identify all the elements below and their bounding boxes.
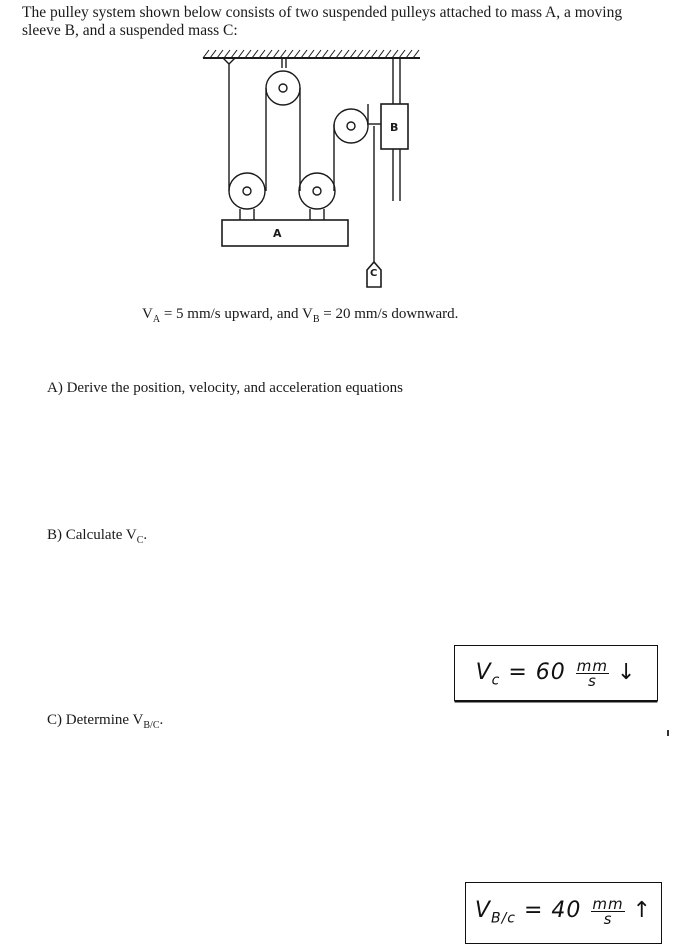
question-b-suffix: . — [143, 527, 148, 543]
answer-b-value: = 60 — [508, 660, 566, 685]
question-c-prefix: C) Determine V — [47, 712, 144, 728]
answer-c-box — [465, 882, 662, 944]
answer-b-box — [454, 645, 658, 701]
question-b — [47, 527, 147, 546]
label-c: C — [370, 268, 378, 279]
question-c-subscript: B/C — [143, 720, 160, 731]
down-arrow-icon: ↓ — [616, 660, 637, 685]
answer-c-symbol: V — [474, 898, 491, 923]
answer-c-value: = 40 — [524, 898, 582, 923]
pulley-top — [266, 71, 300, 105]
vb-subscript: B — [312, 314, 320, 325]
answer-b-symbol: V — [475, 660, 492, 685]
answer-c-units-den: s — [603, 909, 613, 928]
answer-c-subscript: B/c — [490, 910, 516, 927]
question-b-subscript: C — [136, 535, 144, 546]
up-arrow-icon: ↑ — [632, 898, 653, 923]
label-a: A — [273, 227, 282, 240]
ceiling-hatch — [203, 50, 419, 58]
pulley-left-lower — [229, 173, 265, 209]
va-text: = 5 mm/s upward, and — [160, 306, 302, 322]
label-b: B — [390, 121, 399, 134]
va-subscript: A — [152, 314, 161, 325]
answer-c-units-num: mm — [592, 894, 624, 913]
vb-symbol: V — [302, 306, 313, 322]
pulley-mid-lower — [299, 173, 335, 209]
pulley-diagram — [195, 46, 435, 291]
given-velocities — [142, 306, 458, 325]
answer-b-units-den: s — [587, 671, 597, 690]
mass-a-block — [222, 220, 348, 246]
answer-b-units-num: mm — [576, 656, 608, 675]
pulley-right — [334, 109, 368, 143]
va-symbol: V — [142, 306, 153, 322]
answer-c-units — [591, 894, 624, 928]
answer-b-subscript: c — [491, 672, 501, 689]
ropes — [229, 64, 374, 262]
problem-intro: The pulley system shown below consists of two suspended pulleys attached to mass A, a moving sleeve B, and a suspended mass C: — [22, 4, 623, 39]
vb-text: = 20 mm/s downward. — [319, 306, 459, 322]
question-b-prefix: B) Calculate V — [47, 527, 137, 543]
question-a: A) Derive the position, velocity, and acceleration equations — [47, 380, 403, 396]
question-c — [47, 712, 163, 731]
answer-b-units — [576, 656, 609, 690]
margin-mark — [667, 730, 669, 736]
question-c-suffix: . — [159, 712, 164, 728]
